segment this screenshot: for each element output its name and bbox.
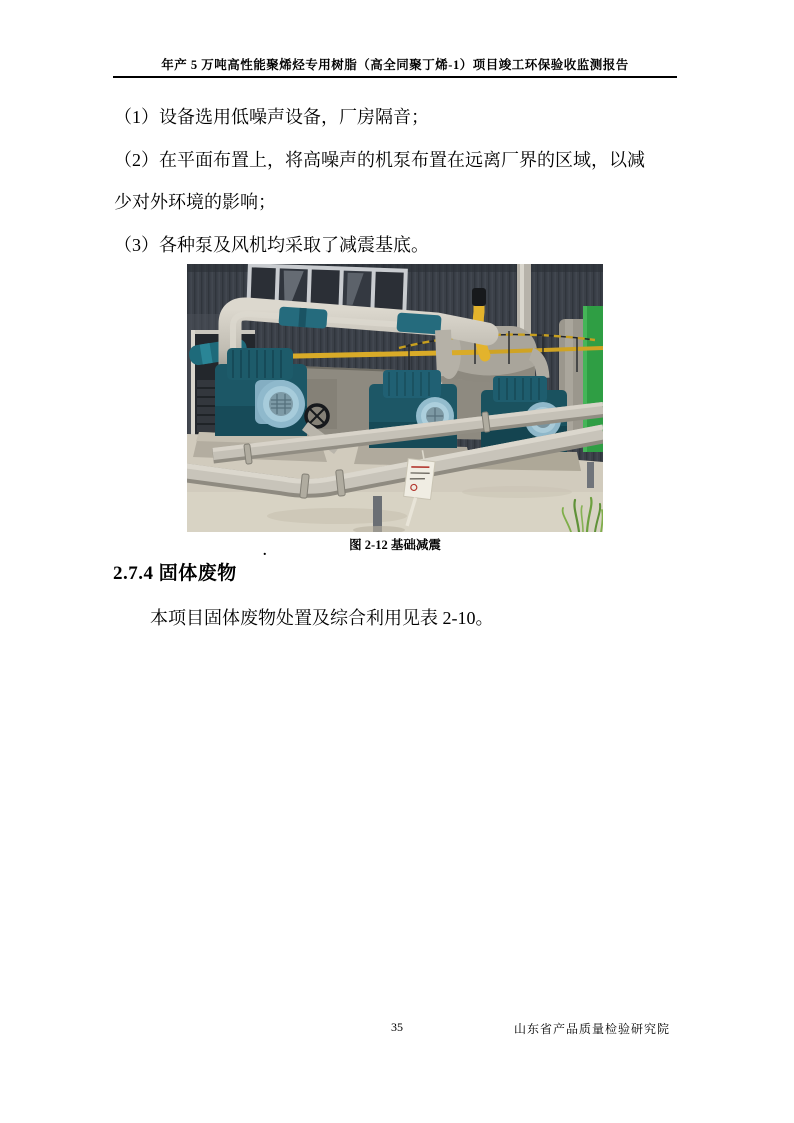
header-rule — [113, 76, 677, 78]
paragraph-measure-1: （1）设备选用低噪声设备，厂房隔音； — [114, 107, 429, 127]
paragraph-measure-3: （3）各种泵及风机均采取了减震基底。 — [114, 235, 429, 255]
header-title: 年产 5 万吨高性能聚烯烃专用树脂（高全同聚丁烯-1）项目竣工环保验收监测报告 — [161, 58, 629, 72]
paragraph-measure-2: （2）在平面布置上，将高噪声的机泵布置在远离厂界的区域，以减少对外环境的影响； — [114, 150, 645, 212]
page-number: 35 — [391, 1020, 403, 1034]
paragraph-solid-waste-intro: 本项目固体废物处置及综合利用见表 2-10。 — [150, 608, 494, 628]
figure-2-12 — [187, 264, 603, 532]
figure-caption: 图 2-12 基础减震 — [349, 538, 441, 552]
stray-dot: . — [263, 544, 267, 559]
section-heading-2-7-4: 2.7.4 固体废物 — [113, 563, 237, 584]
equipment-photo — [187, 264, 603, 532]
footer-organization: 山东省产品质量检验研究院 — [513, 1022, 670, 1036]
